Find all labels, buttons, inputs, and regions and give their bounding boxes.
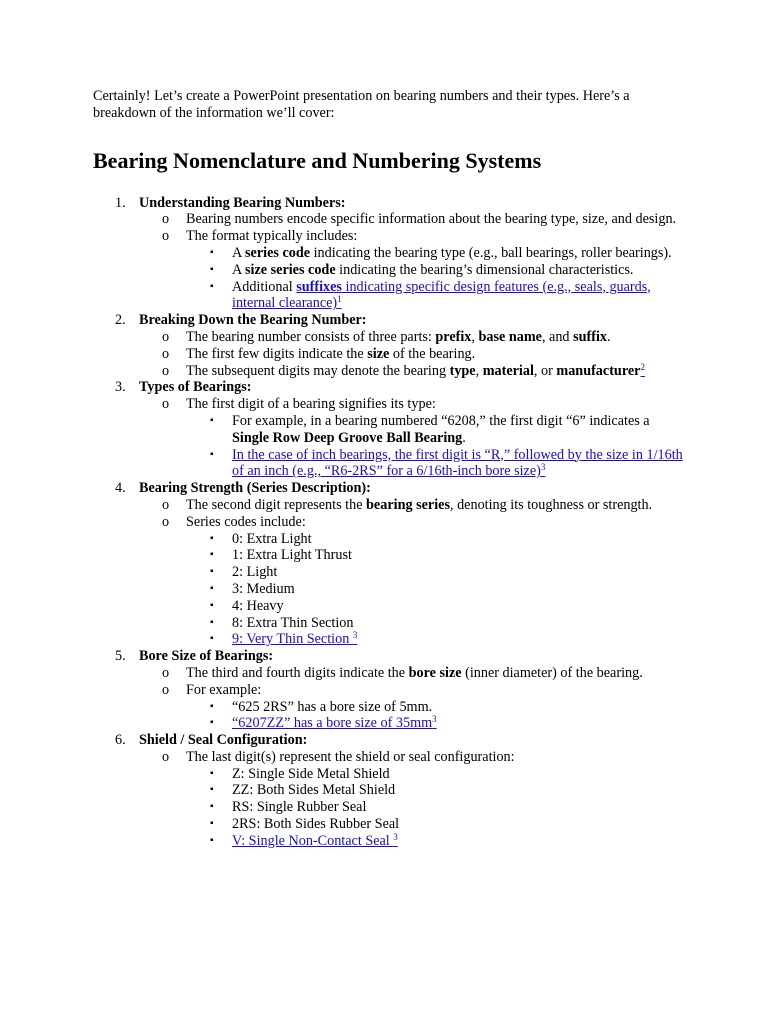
section-title: Understanding Bearing Numbers: [139, 194, 346, 211]
list-item: o The first digit of a bearing signifies its type: ▪ For example, in a bearing numbered “6208,” the first digit “6” indicates a Single Row Deep Groove Ball Bearing. ▪ In the case of inch bearings, the first digit is “R,” followed by the size in 1/16th of an inch (e.g., “R6-2RS” for a 6/16th-inch bore size)$^3$ [162, 396, 683, 480]
circle-bullet-icon: o [162, 496, 170, 513]
list-item: ▪ 4: Heavy [210, 597, 284, 614]
list-item: o The format typically includes: ▪ A series code indicating the bearing type (e.g., ball bearings, roller bearings). ▪ A size series code indicating the bearing’s dimensional characteristics. ▪ Additional suffixes indicating specific design features (e.g., seals, guards, internal clearance)$^1$ [139, 228, 683, 312]
square-bullet-icon: ▪ [210, 700, 214, 712]
section-number: 1. [115, 194, 126, 211]
section-title: Breaking Down the Bearing Number: [139, 312, 367, 329]
sections-list [93, 195, 683, 850]
list-item: ▪ RS: Single Rubber Seal [210, 799, 367, 816]
list-item [186, 833, 683, 850]
square-bullet-icon: ▪ [210, 717, 214, 729]
circle-bullet-icon: o [162, 681, 170, 698]
section-number: 2. [115, 312, 126, 329]
circle-bullet-icon: o [162, 748, 170, 765]
circle-bullet-icon: o [162, 362, 170, 379]
square-bullet-icon: ▪ [210, 549, 214, 561]
square-bullet-icon: ▪ [210, 818, 214, 830]
circle-bullet-icon: o [162, 664, 170, 681]
list-item: ▪ 1: Extra Light Thrust [210, 547, 352, 564]
bore-size-link[interactable]: “6207ZZ” has a bore size of $35mm^3$ [232, 714, 437, 732]
list-item: ▪ 8: Extra Thin Section [210, 614, 354, 631]
list-item: ▪ For example, in a bearing numbered “6208,” the first digit “6” indicates a Single Row Deep Groove Ball Bearing. [210, 412, 650, 446]
section-5 [93, 648, 683, 732]
section-title: Bearing Strength (Series Description): [139, 480, 371, 497]
list-item [186, 715, 683, 732]
intro-paragraph: Certainly! Let’s create a PowerPoint presentation on bearing numbers and their types. Here’s a breakdown of the information we’ll cover: [93, 88, 630, 121]
suffixes-link[interactable]: suffixes indicating specific design features (e.g., seals, guards, internal clearance)$^1$ [232, 278, 651, 312]
square-bullet-icon: ▪ [210, 448, 214, 460]
square-bullet-icon: ▪ [210, 599, 214, 611]
square-bullet-icon: ▪ [210, 532, 214, 544]
section-1 [93, 195, 683, 313]
section-2 [93, 312, 683, 379]
non-contact-seal-link[interactable]: V: Single Non-Contact Seal $^3$ [232, 831, 398, 849]
section-number: 6. [115, 732, 126, 749]
list-item: ▪ A size series code indicating the bearing’s dimensional characteristics. [210, 261, 634, 278]
square-bullet-icon: ▪ [210, 263, 214, 275]
list-item: ▪ 3: Medium [210, 580, 295, 597]
square-bullet-icon: ▪ [210, 566, 214, 578]
list-item [186, 631, 683, 648]
square-bullet-icon: ▪ [210, 280, 214, 292]
circle-bullet-icon: o [162, 328, 170, 345]
circle-bullet-icon: o [162, 396, 170, 413]
circle-bullet-icon: o [162, 513, 170, 530]
list-item: o The last digit(s) represent the shield or seal configuration: ▪ Z: Single Side Metal Shield ▪ ZZ: Both Sides Metal Shield ▪ RS: Single Rubber Seal ▪ 2RS: Both Sides Rubber Seal ▪ V: Single Non-Contact Seal $^3$ [139, 749, 683, 850]
list-item: o The subsequent digits may denote the bearing type, material, or manufacturer$^2$ [162, 361, 645, 379]
list-item: ▪ 0: Extra Light [210, 530, 312, 547]
section-title: Bore Size of Bearings: [139, 648, 274, 665]
square-bullet-icon: ▪ [210, 834, 214, 846]
square-bullet-icon: ▪ [210, 246, 214, 258]
square-bullet-icon: ▪ [210, 616, 214, 628]
section-6 [93, 732, 683, 850]
section-3 [93, 379, 683, 480]
section-number: 3. [115, 379, 126, 396]
section-title: Types of Bearings: [139, 379, 252, 396]
footnote-link[interactable]: 2 [640, 361, 645, 372]
list-item: ▪ “625 2RS” has a bore size of 5mm. [210, 698, 433, 715]
list-item [186, 447, 683, 481]
list-item: o For example: ▪ “625 2RS” has a bore size of 5mm. ▪ “6207ZZ” has a bore size of $35mm^3$ [139, 682, 683, 732]
list-item: o The first few digits indicate the size of the bearing. [162, 345, 476, 362]
list-item: ▪ A series code indicating the bearing type (e.g., ball bearings, roller bearings). [210, 244, 672, 261]
list-item: o Series codes include: ▪ 0: Extra Light ▪ 1: Extra Light Thrust ▪ 2: Light ▪ 3: Medium ▪ 4: Heavy ▪ 8: Extra Thin Section ▪ 9: Very Thin Section $^3$ [139, 514, 683, 648]
list-item: ▪ 2: Light [210, 564, 278, 581]
very-thin-section-link[interactable]: 9: Very Thin Section $^3$ [232, 630, 358, 648]
section-number: 4. [115, 480, 126, 497]
square-bullet-icon: ▪ [210, 801, 214, 813]
list-item: ▪ ZZ: Both Sides Metal Shield [210, 782, 396, 799]
square-bullet-icon: ▪ [210, 582, 214, 594]
circle-bullet-icon: o [162, 228, 170, 245]
list-item: o The second digit represents the bearing series, denoting its toughness or strength. [162, 496, 653, 513]
list-item: o Bearing numbers encode specific information about the bearing type, size, and design. [162, 211, 677, 228]
document-page [93, 88, 683, 850]
section-4 [93, 480, 683, 648]
square-bullet-icon: ▪ [210, 784, 214, 796]
footnote-ref: 1 [337, 294, 342, 305]
inch-bearings-link[interactable]: In the case of inch bearings, the first digit is “R,” followed by the size in 1/16th of an inch (e.g., “R6-2RS” for a 6/16th-inch bore size)$^3$ [232, 446, 683, 480]
square-bullet-icon: ▪ [210, 633, 214, 645]
section-title: Shield / Seal Configuration: [139, 732, 308, 749]
list-item: o The bearing number consists of three parts: prefix, base name, and suffix. [162, 328, 611, 345]
list-item: ▪ Additional suffixes indicating specific design features (e.g., seals, guards, internal clearance)$^1$ [210, 278, 651, 312]
list-item: ▪ Z: Single Side Metal Shield [210, 765, 390, 782]
circle-bullet-icon: o [162, 211, 170, 228]
list-item: o The third and fourth digits indicate the bore size (inner diameter) of the bearing. [162, 664, 643, 681]
page-title: Bearing Nomenclature and Numbering Systems [93, 147, 542, 173]
section-number: 5. [115, 648, 126, 665]
square-bullet-icon: ▪ [210, 767, 214, 779]
square-bullet-icon: ▪ [210, 414, 214, 426]
circle-bullet-icon: o [162, 345, 170, 362]
list-item: ▪ 2RS: Both Sides Rubber Seal [210, 816, 400, 833]
